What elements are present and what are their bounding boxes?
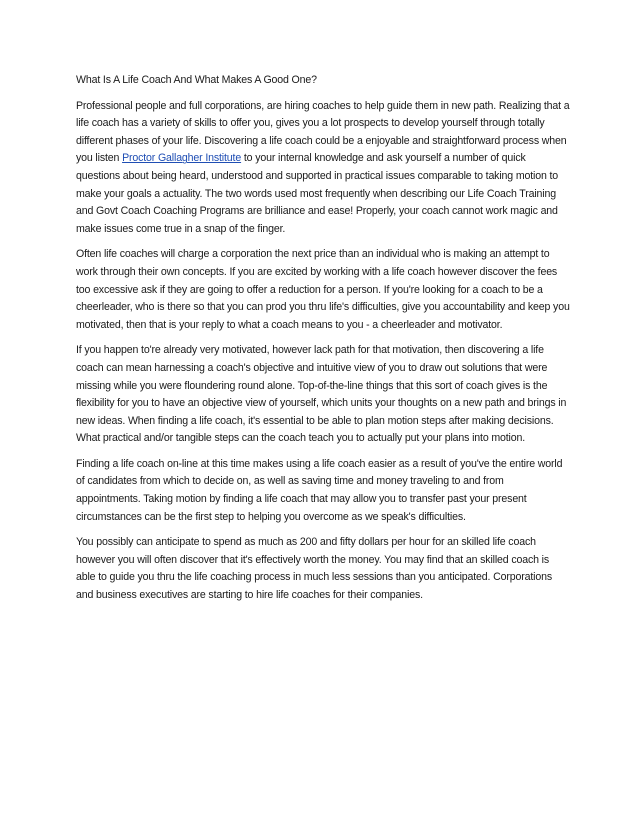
proctor-gallagher-institute-link[interactable]: Proctor Gallagher Institute: [122, 152, 242, 165]
paragraph-1: [76, 98, 570, 239]
document-body: [76, 72, 570, 613]
paragraph-3: If you happen to're already very motivated, however lack path for that motivation, then discovering a life coach can mean harnessing a coach's objective and intuitive view of you to draw out solutions that were missing while you were floundering round alone. Top-of-the-line things that this sort of coach gives is the flexibility for you to have an objective view of yourself, which units your thoughts on a new path and brings in new ideas. When finding a life coach, it's essential to be able to plan motion steps after making decisions. What practical and/or tangible steps can the coach teach you to actually put your plans into motion.: [76, 344, 567, 445]
paragraph-2: Often life coaches will charge a corporation the next price than an individual who is making an attempt to work through their own concepts. If you are excited by working with a life coach however discover the fees too excessive ask if they are going to offer a reduction for a person. If you're looking for a coach to be a cheerleader, who is there so that you can prod you thru life's difficulties, give you accountability and keep you motivated, then that is your reply to what a coach means to you - a cheerleader and motivator.: [76, 248, 570, 331]
paragraph-4: Finding a life coach on-line at this time makes using a life coach easier as a result of you've the entire world of candidates from which to decide on, as well as saving time and money traveling to and from appointments. Taking motion by finding a life coach that may allow you to transfer past your present circumstances can be the first step to helping you overcome as we speak's difficulties.: [76, 457, 563, 523]
paragraph-1-text-before: Professional people and full corporations, are hiring coaches to help guide them in new path. Realizing that a life coach has a variety of skills to offer you, gives you a lot prospects to develop yourself through totally different phases of your life. Discovering a life coach could be a enjoyable and straightforward process when you listen: [76, 99, 570, 165]
paragraph-1-text-after: to your internal knowledge and ask yourself a number of quick questions about being heard, understood and supported in practical issues comparable to taking motion to make your goals a actuality. The two words used most frequently when describing our Life Coach Training and Govt Coach Coaching Programs are brilliance and ease! Properly, your coach cannot work magic and make issues come true in a snap of the finger.: [76, 152, 559, 235]
paragraph-5: You possibly can anticipate to spend as much as 200 and fifty dollars per hour for an skilled life coach however you will often discover that it's effectively worth the money. You may find that an skilled coach is able to guide you thru the life coaching process in much less sessions than you anticipated. Corporations and business executives are starting to hire life coaches for their companies.: [76, 536, 552, 602]
document-title: What Is A Life Coach And What Makes A Good One?: [76, 74, 317, 86]
